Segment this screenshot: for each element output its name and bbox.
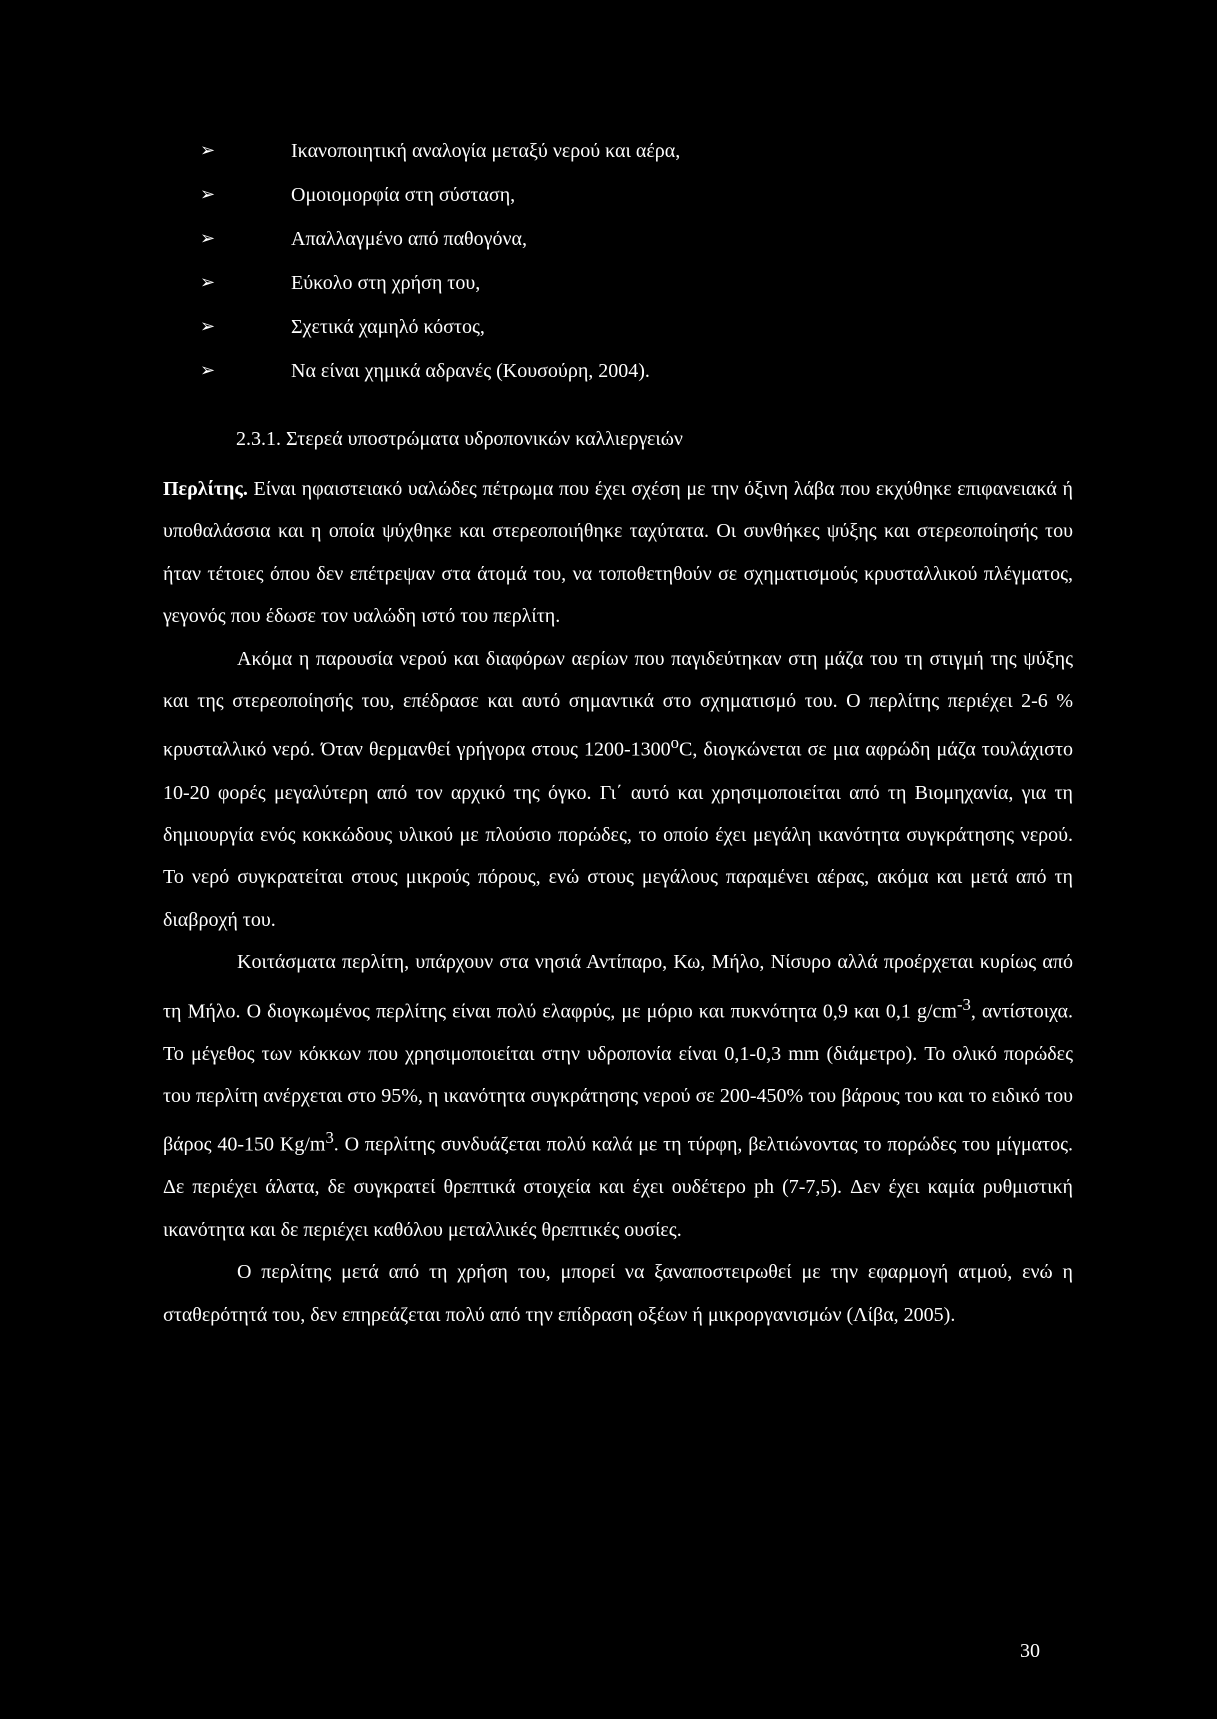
paragraph-lead: Περλίτης. [163,478,248,500]
list-item [200,173,1000,217]
arrow-bullet-icon: ➢ [200,140,216,161]
list-item [200,129,1000,173]
paragraph-text: Είναι ηφαιστειακό υαλώδες πέτρωμα που έχει σχέση με την όξινη λάβα που εκχύθηκε επιφανειακά ή υποθαλάσσια και η οποία ψύχθηκε και στερεοποιήθηκε ταχύτατα. Οι συνθήκες ψύξης και στερεοποίησής του ήταν τέτοιες όπου δεν επέτρεψαν στα άτομά του, να τοποθετηθούν σε σχηματισμούς κρυσταλλικού πλέγματος, γεγονός που έδωσε τον υαλώδη ιστό του περλίτη. [163,478,1073,628]
arrow-bullet-icon: ➢ [200,360,216,381]
paragraph-perlite-intro [163,468,1073,638]
paragraph-text: Κοιτάσματα περλίτη, υπάρχουν στα νησιά Αντίπαρο, Κω, Μήλο, Νίσυρο αλλά προέρχεται κυρίως από τη Μήλο. Ο διογκωμένος περλίτης είναι πολύ ελαφρύς, με μόριο και πυκνότητα 0,9 και 0,1 g/cm [163,951,1073,1023]
degree-superscript: o [670,733,679,753]
arrow-bullet-icon: ➢ [200,272,216,293]
paragraph-reuse: Ο περλίτης μετά από τη χρήση του, μπορεί να ξαναποστειρωθεί με την εφαρμογή ατμού, ενώ η σταθερότητά του, δεν επηρεάζεται πολύ από την επίδραση οξέων ή μικροργανισμών (Λίβα, 2005). [163,1261,1073,1326]
paragraph-formation [163,638,1073,942]
page-number: 30 [1020,1640,1040,1662]
paragraph-text: , αντίστοιχα. Το μέγεθος των κόκκων που χρησιμοποιείται στην υδροπονία είναι 0,1-0,3 mm (διάμετρο). Το ολικό πορώδες του περλίτη ανέρχεται στο 95%, η ικανότητα συγκράτησης νερού σε 200-450% του βάρους του και το ειδικό του βάρος 40-150 Kg/m [163,1000,1073,1157]
unit-superscript: -3 [956,994,971,1014]
section-heading [236,425,683,453]
bullet-text: Ικανοποιητική αναλογία μεταξύ νερού και αέρα, [291,139,681,162]
bullet-text: Απαλλαγμένο από παθογόνα, [291,227,527,250]
paragraph-text: C, διογκώνεται σε μια αφρώδη μάζα τουλάχιστο 10-20 φορές μεγαλύτερη από τον αρχικό της όγκο. Γι΄ αυτό και χρησιμοποιείται από τη Βιομηχανία, για τη δημιουργία ενός κοκκώδους υλικού με πλούσιο πορώδες, το οποίο έχει μεγάλη ικανότητα συγκράτησης νερού. Το νερό συγκρατείται στους μικρούς πόρους, ενώ στους μεγάλους παραμένει αέρας, ακόμα και μετά από τη διαβροχή του. [163,739,1073,931]
list-item [200,261,1000,305]
list-item [200,305,1000,349]
arrow-bullet-icon: ➢ [200,316,216,337]
paragraph-text: Ακόμα η παρουσία νερού και διαφόρων αερίων που παγιδεύτηκαν στη μάζα του τη στιγμή της ψύξης και της στερεοποίησής του, επέδρασε και αυτό σημαντικά στο σχηματισμό του. Ο περλίτης περιέχει 2-6 % κρυσταλλικό νερό. Όταν θερμανθεί γρήγορα στους 1200-1300 [163,647,1073,762]
bullet-list [200,129,1000,393]
paragraph-deposits [163,941,1073,1251]
bullet-text: Σχετικά χαμηλό κόστος, [291,315,485,338]
body-text [163,468,1073,1336]
arrow-bullet-icon: ➢ [200,228,216,249]
list-item [200,217,1000,261]
bullet-text: Ομοιομορφία στη σύσταση, [291,183,516,206]
section-number: 2.3.1. [236,428,281,450]
bullet-text: Να είναι χημικά αδρανές (Κουσούρη, 2004). [291,359,650,382]
paragraph-text: . Ο περλίτης συνδυάζεται πολύ καλά με τη τύρφη, βελτιώνοντας το πορώδες του μίγματος. Δε περιέχει άλατα, δε συγκρατεί θρεπτικά στοιχεία και έχει ουδέτερο ph (7-7,5). Δεν έχει καμία ρυθμιστική ικανότητα και δε περιέχει καθόλου μεταλλικές θρεπτικές ουσίες. [163,1134,1074,1241]
section-title: Στερεά υποστρώματα υδροπονικών καλλιεργειών [286,428,683,450]
bullet-text: Εύκολο στη χρήση του, [291,271,481,294]
list-item [200,349,1000,393]
unit-superscript: 3 [325,1128,334,1148]
arrow-bullet-icon: ➢ [200,184,216,205]
